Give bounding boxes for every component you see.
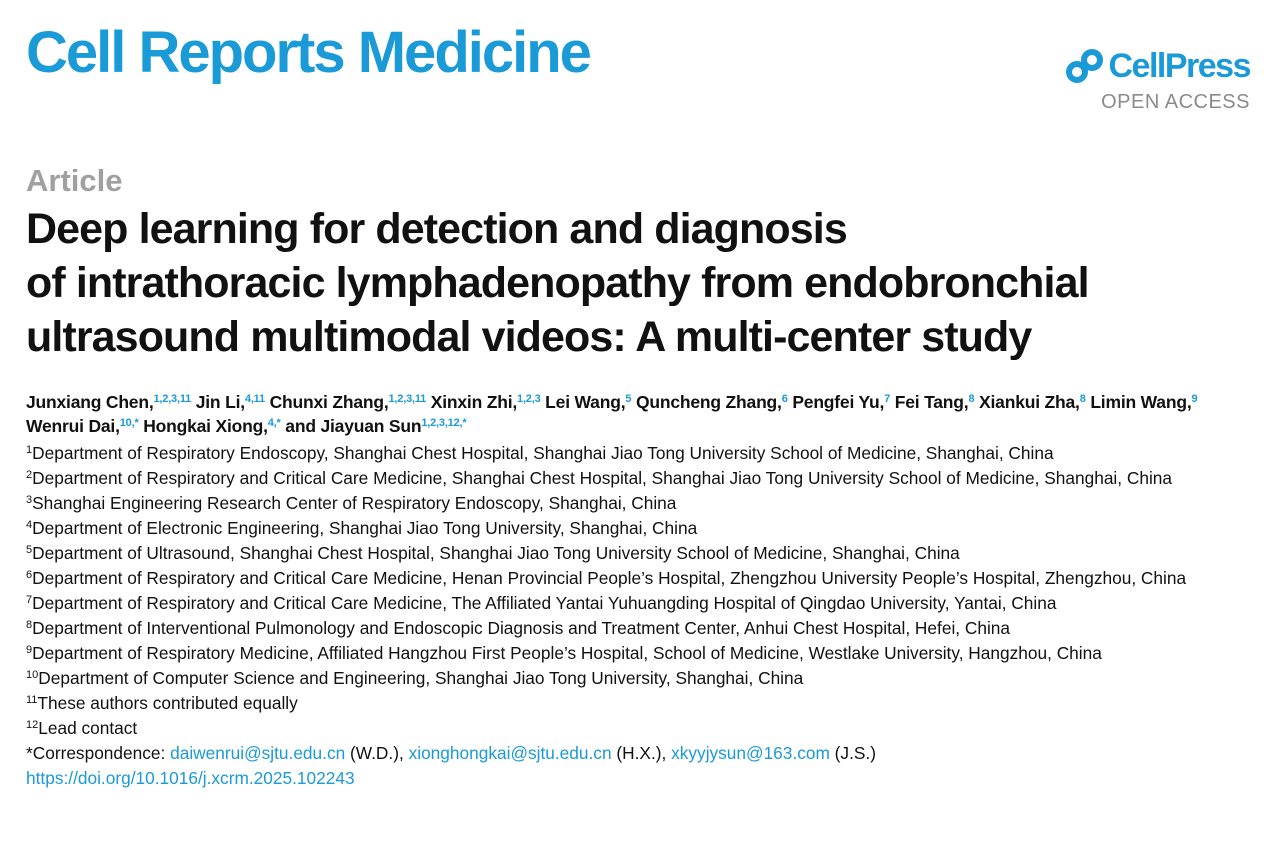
article-title (26, 202, 1266, 364)
author: Xinxin Zhi,$^{1,2,3}$ (430, 392, 541, 412)
publisher-name: CellPress (1108, 47, 1250, 85)
doi-link[interactable]: https://doi.org/10.1016/j.xcrm.2025.102243 (26, 768, 355, 788)
title-line: ultrasound multimodal videos: A multi-center study (26, 313, 1032, 361)
affiliation: $^5$Department of Ultrasound, Shanghai Chest Hospital, Shanghai Jiao Tong University School of Medicine, Shanghai, China (26, 543, 960, 563)
affiliation: $^8$Department of Interventional Pulmonology and Endoscopic Diagnosis and Treatment Center, Anhui Chest Hospital, Hefei, China (26, 618, 1011, 638)
title-line: Deep learning for detection and diagnosis (26, 205, 847, 253)
email-link-sun[interactable]: xkyyjysun@163.com (671, 743, 830, 763)
author: Pengfei Yu,$^7$ (792, 392, 891, 412)
author-initials: (W.D.), (350, 743, 404, 763)
cellpress-logo-icon (1065, 46, 1105, 86)
affiliation: $^{11}$These authors contributed equally (26, 693, 298, 713)
author-initials: (J.S.) (834, 743, 876, 763)
affiliation: $^{10}$Department of Computer Science and Engineering, Shanghai Jiao Tong University, Shanghai, China (26, 668, 804, 688)
affiliation: $^9$Department of Respiratory Medicine, Affiliated Hangzhou First People’s Hospital, School of Medicine, Westlake University, Hangzhou, China (26, 643, 1102, 663)
author: Limin Wang,$^9$ (1090, 392, 1198, 412)
author: Hongkai Xiong,$^{4,*}$ (143, 416, 281, 436)
author: and Jiayuan Sun$^{1,2,3,12,*}$ (285, 416, 467, 436)
correspondence-label: *Correspondence: (26, 743, 166, 763)
affiliation: $^2$Department of Respiratory and Critical Care Medicine, Shanghai Chest Hospital, Shanghai Jiao Tong University School of Medicine, Shanghai, China (26, 468, 1173, 488)
affiliation: $^7$Department of Respiratory and Critical Care Medicine, The Affiliated Yantai Yuhuangding Hospital of Qingdao University, Yantai, China (26, 593, 1057, 613)
affiliation: $^6$Department of Respiratory and Critical Care Medicine, Henan Provincial People’s Hospital, Zhengzhou University People’s Hospital, Zhengzhou, China (26, 568, 1187, 588)
affiliation: $^1$Department of Respiratory Endoscopy, Shanghai Chest Hospital, Shanghai Jiao Tong University School of Medicine, Shanghai, China (26, 443, 1054, 463)
affiliation: $^{12}$Lead contact (26, 718, 138, 738)
publisher-logo-row[interactable] (1065, 46, 1251, 86)
author: Xiankui Zha,$^8$ (979, 392, 1086, 412)
affiliation: $^3$Shanghai Engineering Research Center of Respiratory Endoscopy, Shanghai, China (26, 493, 677, 513)
author-list (26, 390, 1266, 438)
publisher-block (1065, 46, 1251, 112)
journal-title: Cell Reports Medicine (26, 20, 590, 85)
author: Quncheng Zhang,$^6$ (635, 392, 788, 412)
author: Junxiang Chen,$^{1,2,3,11}$ (26, 392, 192, 412)
open-access-label: OPEN ACCESS (1101, 91, 1250, 113)
author-initials: (H.X.), (616, 743, 667, 763)
email-link-xiong[interactable]: xionghongkai@sjtu.edu.cn (408, 743, 612, 763)
doi-line (26, 766, 1266, 791)
email-link-dai[interactable]: daiwenrui@sjtu.edu.cn (170, 743, 346, 763)
author: Jin Li,$^{4,11}$ (195, 392, 265, 412)
correspondence (26, 741, 1266, 766)
author: Lei Wang,$^5$ (545, 392, 632, 412)
affiliation-list (26, 441, 1266, 791)
author: Chunxi Zhang,$^{1,2,3,11}$ (269, 392, 427, 412)
title-line: of intrathoracic lymphadenopathy from endobronchial (26, 259, 1089, 307)
author: Fei Tang,$^8$ (894, 392, 975, 412)
author: Wenrui Dai,$^{10,*}$ (26, 416, 139, 436)
article-type: Article (26, 163, 123, 198)
affiliation: $^4$Department of Electronic Engineering, Shanghai Jiao Tong University, Shanghai, China (26, 518, 698, 538)
